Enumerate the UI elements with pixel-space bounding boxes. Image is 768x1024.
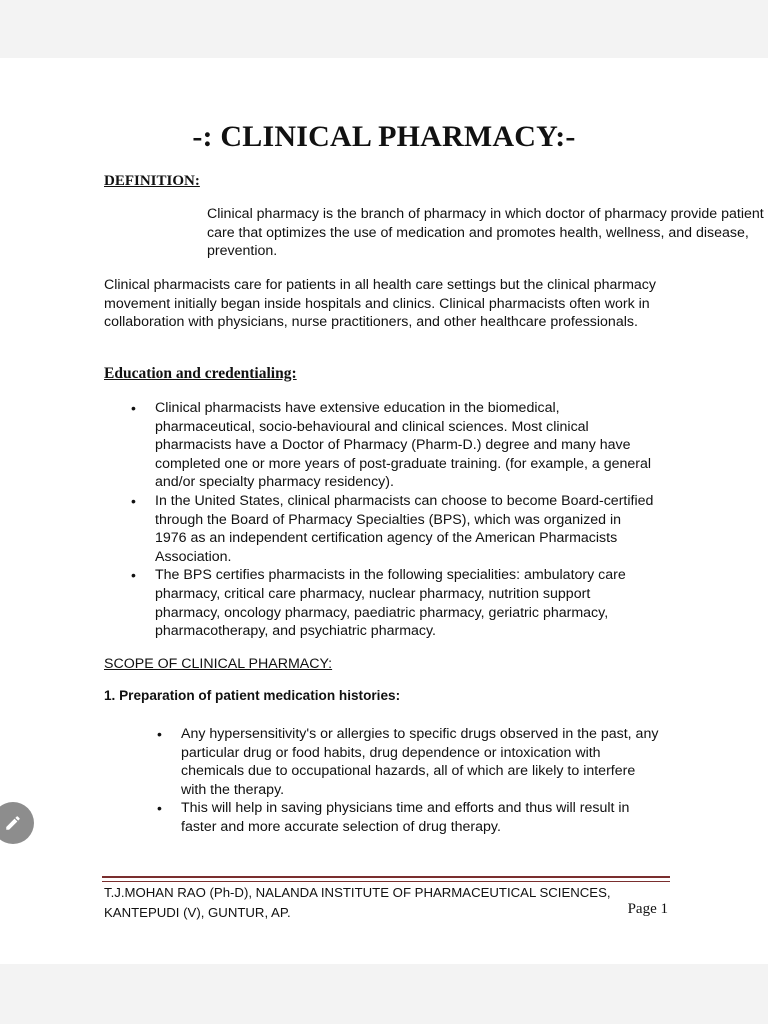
page-footer — [104, 883, 670, 923]
scope-list — [157, 725, 659, 837]
bullet-icon: • — [131, 492, 136, 509]
pencil-icon — [4, 814, 22, 832]
bullet-icon: • — [157, 726, 162, 742]
scope-subheading: 1. Preparation of patient medication histories: — [104, 688, 401, 703]
page-title: -: CLINICAL PHARMACY:- — [192, 120, 576, 153]
definition-heading: DEFINITION: — [104, 173, 200, 189]
list-item-text: Any hypersensitivity's or allergies to specific drugs observed in the past, any particular drug or food habits, drug dependence or intoxication with chemicals due to occupational hazards, all of which are likely to interfere with the therapy. — [181, 726, 659, 798]
footer-rule-thin — [102, 881, 670, 882]
footer-rule-thick — [102, 876, 670, 878]
education-heading: Education and credentialing: — [104, 365, 297, 382]
edit-button[interactable] — [0, 802, 34, 844]
list-item-text: In the United States, clinical pharmacists can choose to become Board-certified through the Board of Pharmacy Specialties (BPS), which was organized in 1976 as an independent certification agency of the American Pharmacists Association. — [155, 492, 654, 565]
education-list — [131, 399, 655, 641]
footer-line-1: T.J.MOHAN RAO (Ph-D), NALANDA INSTITUTE OF PHARMACEUTICAL SCIENCES, — [104, 885, 611, 900]
list-item — [131, 399, 655, 492]
list-item — [131, 566, 655, 640]
definition-paragraph-1: Clinical pharmacy is the branch of pharmacy in which doctor of pharmacy provide patient care that optimizes the use of medication and promotes health, wellness, and disease, prevention. — [207, 206, 764, 259]
bullet-icon: • — [131, 567, 136, 584]
definition-paragraph-2: Clinical pharmacists care for patients in all health care settings but the clinical pharmacy movement initially began inside hospitals and clinics. Clinical pharmacists often work in collaboration with physicians, nurse practitioners, and other healthcare professionals. — [104, 277, 656, 330]
list-item-text: This will help in saving physicians time and efforts and thus will result in faster and more accurate selection of drug therapy. — [181, 800, 630, 835]
list-item-text: Clinical pharmacists have extensive education in the biomedical, pharmaceutical, socio-behavioural and clinical sciences. Most clinical pharmacists have a Doctor of Pharmacy (Pharm-D.) degree and many have completed one or more years of post-graduate training. (for example, a general and/or specialty pharmacy residency). — [155, 400, 652, 491]
list-item — [131, 492, 655, 566]
bullet-icon: • — [131, 400, 136, 416]
scope-heading: SCOPE OF CLINICAL PHARMACY: — [104, 656, 333, 672]
page-number: Page 1 — [627, 901, 668, 917]
bullet-icon: • — [157, 800, 162, 817]
list-item — [157, 725, 659, 799]
list-item-text: The BPS certifies pharmacists in the following specialities: ambulatory care pharmacy, critical care pharmacy, nuclear pharmacy, nutrition support pharmacy, oncology pharmacy, paediatric pharmacy, geriatric pharmacy, pharmacotherapy, and psychiatric pharmacy. — [155, 567, 626, 640]
document-page — [0, 58, 768, 964]
footer-line-2: KANTEPUDI (V), GUNTUR, AP. — [104, 905, 291, 920]
list-item — [157, 799, 659, 836]
